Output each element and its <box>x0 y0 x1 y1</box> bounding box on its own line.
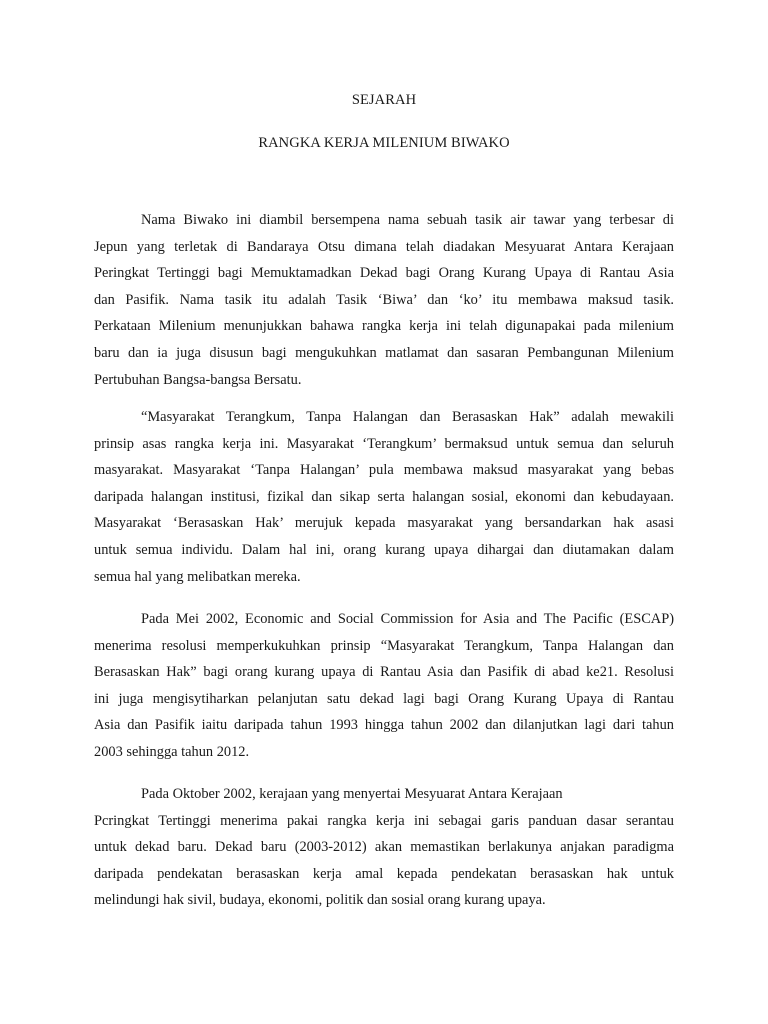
paragraph-line: prinsip asas rangka kerja ini. Masyarakat ‘Terangkum’ bermaksud untuk semua dan seluruh <box>94 435 674 452</box>
paragraph-line: daripada pendekatan berasaskan kerja amal kepada pendekatan berasaskan hak untuk <box>94 865 674 882</box>
paragraph-line: Perkataan Milenium menunjukkan bahawa rangka kerja ini telah digunapakai pada milenium <box>94 318 674 335</box>
paragraph-line: ini juga mengisytiharkan pelanjutan satu dekad lagi bagi Orang Kurang Upaya di Rantau <box>94 690 674 707</box>
paragraph-line: menerima resolusi memperkukuhkan prinsip “Masyarakat Terangkum, Tanpa Halangan dan <box>94 637 674 654</box>
paragraph-line: masyarakat. Masyarakat ‘Tanpa Halangan’ pula membawa maksud masyarakat yang bebas <box>94 462 674 479</box>
paragraph-line: untuk dekad baru. Dekad baru (2003-2012) akan memastikan berlakunya anjakan paradigma <box>94 839 674 856</box>
paragraph-line: Pertubuhan Bangsa-bangsa Bersatu. <box>94 371 302 388</box>
paragraph-line: daripada halangan institusi, fizikal dan sikap serta halangan sosial, ekonomi dan kebudayaan. <box>94 488 674 505</box>
paragraph-4 <box>94 781 674 914</box>
paragraph-line: 2003 sehingga tahun 2012. <box>94 743 250 760</box>
paragraph-line: Pada Oktober 2002, kerajaan yang menyertai Mesyuarat Antara Kerajaan <box>141 786 563 802</box>
paragraph-1 <box>94 207 674 393</box>
document-title: SEJARAH <box>351 92 417 108</box>
paragraph-line: Pcringkat Tertinggi menerima pakai rangka kerja ini sebagai garis panduan dasar serantau <box>94 812 674 829</box>
paragraph-line: Pada Mei 2002, Economic and Social Commission for Asia and The Pacific (ESCAP) <box>141 611 674 627</box>
paragraph-line: untuk semua individu. Dalam hal ini, orang kurang upaya dihargai dan diutamakan dalam <box>94 541 674 558</box>
document-subtitle: RANGKA KERJA MILENIUM BIWAKO <box>258 135 510 151</box>
paragraph-line: Berasaskan Hak” bagi orang kurang upaya di Rantau Asia dan Pasifik di abad ke21. Resolusi <box>94 664 674 681</box>
paragraph-line: Masyarakat ‘Berasaskan Hak’ merujuk kepada masyarakat yang bersandarkan hak asasi <box>94 515 674 532</box>
paragraph-3 <box>94 606 674 766</box>
paragraph-line: Peringkat Tertinggi bagi Memuktamadkan Dekad bagi Orang Kurang Upaya di Rantau Asia <box>94 265 674 282</box>
paragraph-2 <box>94 404 674 590</box>
paragraph-line: baru dan ia juga disusun bagi mengukuhkan matlamat dan sasaran Pembangunan Milenium <box>94 344 674 361</box>
paragraph-line: Nama Biwako ini diambil bersempena nama sebuah tasik air tawar yang terbesar di <box>141 212 674 228</box>
paragraph-line: Jepun yang terletak di Bandaraya Otsu dimana telah diadakan Mesyuarat Antara Kerajaan <box>94 238 674 255</box>
paragraph-line: dan Pasifik. Nama tasik itu adalah Tasik ‘Biwa’ dan ‘ko’ itu membawa maksud tasik. <box>94 291 674 308</box>
paragraph-line: Asia dan Pasifik iaitu daripada tahun 1993 hingga tahun 2002 dan dilanjutkan lagi dari tahun <box>94 717 674 734</box>
paragraph-line: melindungi hak sivil, budaya, ekonomi, politik dan sosial orang kurang upaya. <box>94 892 546 909</box>
paragraph-line: semua hal yang melibatkan mereka. <box>94 568 301 585</box>
paragraph-line: “Masyarakat Terangkum, Tanpa Halangan dan Berasaskan Hak” adalah mewakili <box>141 409 674 425</box>
